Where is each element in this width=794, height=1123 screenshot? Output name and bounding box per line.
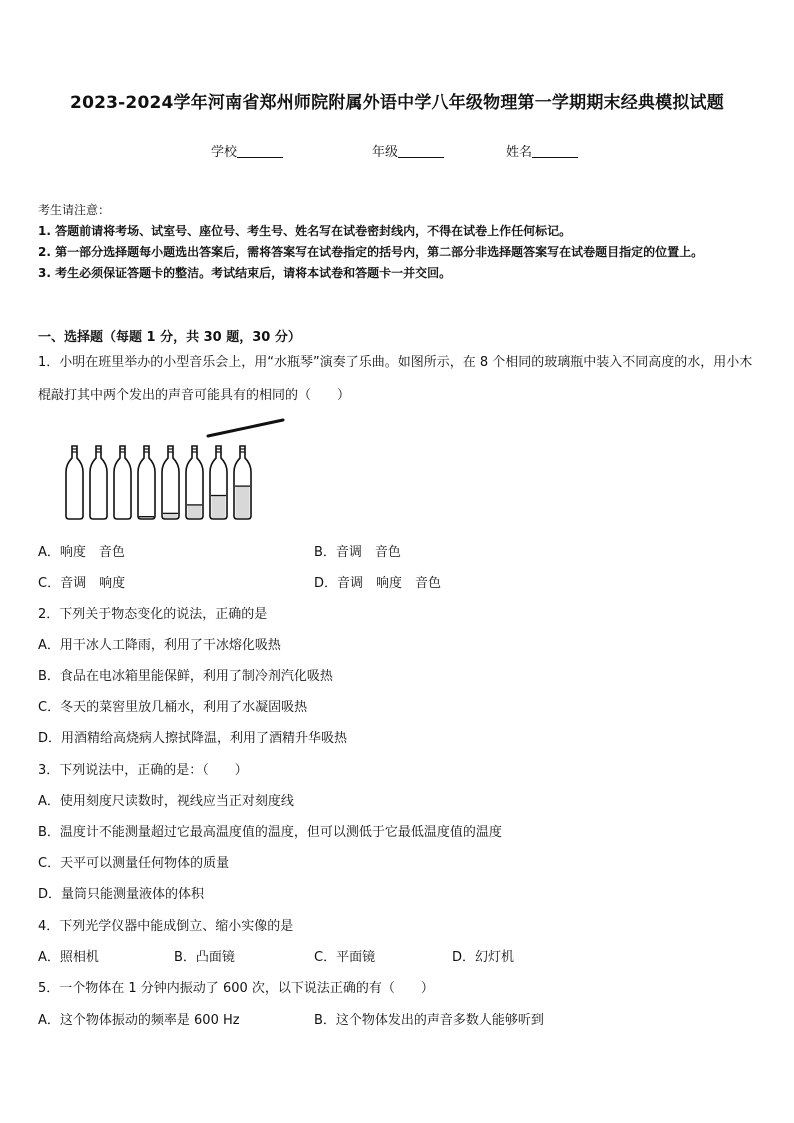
grade-blank[interactable] <box>398 145 444 158</box>
question-4-option-b: B．凸面镜 <box>174 950 235 965</box>
school-blank[interactable] <box>237 145 283 158</box>
question-3-option-c: C．天平可以测量任何物体的质量 <box>38 856 230 871</box>
wooden-stick <box>208 420 283 436</box>
question-2-stem: 2．下列关于物态变化的说法，正确的是 <box>38 607 268 622</box>
glass-bottle <box>210 446 227 519</box>
question-3-option-b: B．温度计不能测量超过它最高温度值的温度，但可以测低于它最低温度值的温度 <box>38 825 502 840</box>
question-5-option-a: A．这个物体振动的频率是 600 Hz <box>38 1013 240 1028</box>
notice-heading: 考生请注意： <box>38 203 111 217</box>
exam-notice <box>38 200 762 284</box>
question-1-option-b: B．音调 音色 <box>314 545 401 560</box>
page-title: 2023-2024学年河南省郑州师院附属外语中学八年级物理第一学期期末经典模拟试题 <box>70 93 724 113</box>
grade-field: 年级 <box>372 141 444 160</box>
notice-item-3: 3. 考生必须保证答题卡的整洁。考试结束后，请将本试卷和答题卡一并交回。 <box>38 266 452 280</box>
bottle-outline <box>162 446 179 519</box>
question-4-stem: 4．下列光学仪器中能成倒立、缩小实像的是 <box>38 919 294 934</box>
glass-bottle <box>138 446 155 519</box>
water-fill <box>188 505 202 518</box>
water-fill <box>236 486 250 518</box>
notice-item-2: 2. 第一部分选择题每小题选出答案后，需将答案写在试卷指定的括号内，第二部分非选择题答案写在试卷题目指定的位置上。 <box>38 245 704 259</box>
bottle-outline <box>138 446 155 519</box>
question-3-option-d: D．量筒只能测量液体的体积 <box>38 887 205 902</box>
name-blank[interactable] <box>532 145 578 158</box>
school-field: 学校 <box>211 141 283 160</box>
question-1-option-d: D．音调 响度 音色 <box>314 576 442 591</box>
question-3-option-a: A．使用刻度尺读数时，视线应当正对刻度线 <box>38 794 294 809</box>
bottle-outline <box>66 446 83 519</box>
glass-bottle <box>90 446 107 519</box>
question-2-option-c: C．冬天的菜窖里放几桶水，利用了水凝固吸热 <box>38 700 308 715</box>
question-5-stem: 5．一个物体在 1 分钟内振动了 600 次，以下说法正确的有（ ） <box>38 981 434 996</box>
bottle-group <box>66 446 251 519</box>
bottle-outline <box>114 446 131 519</box>
water-fill <box>212 496 226 519</box>
section-title: 一、选择题（每题 1 分，共 30 题，30 分） <box>38 330 301 345</box>
name-field: 姓名 <box>506 141 578 160</box>
question-2-option-b: B．食品在电冰箱里能保鲜，利用了制冷剂汽化吸热 <box>38 669 333 684</box>
glass-bottle <box>162 446 179 519</box>
question-2-option-a: A．用干冰人工降雨，利用了干冰熔化吸热 <box>38 638 281 653</box>
notice-item-1: 1. 答题前请将考场、试室号、座位号、考生号、姓名写在试卷密封线内，不得在试卷上作任何标记。 <box>38 224 572 238</box>
glass-bottle <box>186 446 203 519</box>
bottle-outline <box>90 446 107 519</box>
glass-bottle <box>234 446 251 519</box>
question-4-option-a: A．照相机 <box>38 950 99 965</box>
question-4-option-c: C．平面镜 <box>314 950 376 965</box>
question-1-option-a: A．响度 音色 <box>38 545 125 560</box>
glass-bottle <box>114 446 131 519</box>
question-3-stem: 3．下列说法中，正确的是：（ ） <box>38 763 248 778</box>
water-fill <box>164 513 178 518</box>
glass-bottle <box>66 446 83 519</box>
question-1-option-c: C．音调 响度 <box>38 576 126 591</box>
question-4-option-d: D．幻灯机 <box>452 950 515 965</box>
question-5-option-b: B．这个物体发出的声音多数人能够听到 <box>314 1013 544 1028</box>
student-info-row <box>0 141 794 159</box>
question-2-option-d: D．用酒精给高烧病人擦拭降温，利用了酒精升华吸热 <box>38 731 348 746</box>
question-1-stem: 1．小明在班里举办的小型音乐会上，用“水瓶琴”演奏了乐曲。如图所示，在 8 个相同的玻璃瓶中装入不同高度的水，用小木棍敲打其中两个发出的声音可能具有的相同的（ ） <box>38 355 753 403</box>
water-bottle-figure <box>62 416 292 528</box>
